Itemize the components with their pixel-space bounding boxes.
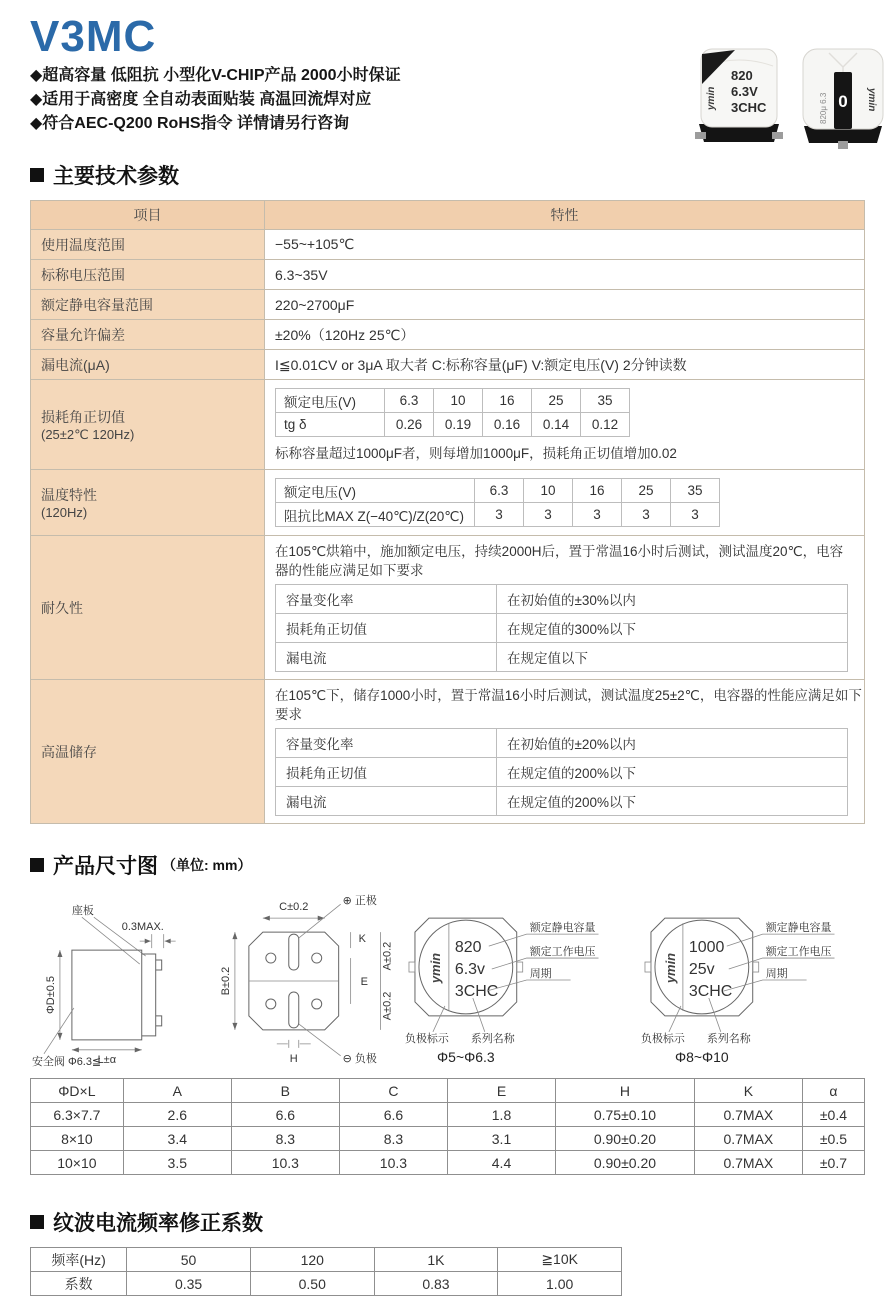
label-rated-capacitance: 额定静电容量 bbox=[529, 922, 596, 935]
mini-cell: 10 bbox=[524, 479, 573, 503]
mini-cell: 0.14 bbox=[532, 413, 581, 437]
req-value: 在初始值的±20%以内 bbox=[497, 729, 848, 758]
endurance-requirements bbox=[275, 584, 848, 672]
section-title: 产品尺寸图 bbox=[53, 855, 158, 878]
marking-voltage: 6.3V bbox=[731, 84, 758, 99]
dim-header: H bbox=[556, 1079, 695, 1103]
ripple-cell: 0.50 bbox=[250, 1272, 374, 1296]
endurance-conditions: 在105℃烘箱中，施加额定电压，持续2000H后，置于常温16小时后测试，测试温度20℃，电容器的性能应满足如下要求 bbox=[275, 544, 844, 578]
section-square-icon bbox=[30, 168, 44, 182]
spec-table-header bbox=[31, 201, 865, 230]
requirement-row bbox=[276, 729, 848, 758]
case-size-caption: Φ8~Φ10 bbox=[674, 1048, 729, 1065]
req-item: 容量变化率 bbox=[276, 729, 497, 758]
dim-cell: 0.7MAX bbox=[694, 1127, 802, 1151]
dim-cell: 3.1 bbox=[447, 1127, 555, 1151]
top-dim-label: 0.3MAX. bbox=[121, 921, 164, 934]
mini-label: 阻抗比MAX Z(−40℃)/Z(20℃) bbox=[276, 503, 475, 527]
mini-cell: 3 bbox=[671, 503, 720, 527]
req-value: 在规定值的200%以下 bbox=[497, 787, 848, 816]
spec-row bbox=[31, 230, 865, 260]
requirement-row bbox=[276, 758, 848, 787]
section-square-icon bbox=[30, 858, 44, 872]
dim-cell: 10.3 bbox=[231, 1151, 339, 1175]
spec-value: 6.3~35V bbox=[265, 260, 865, 290]
marking-side-text: 820μ 6.3 bbox=[819, 92, 828, 124]
tan-delta-value-row bbox=[276, 413, 630, 437]
requirement-row bbox=[276, 787, 848, 816]
capacitor-photo-side bbox=[797, 44, 889, 154]
spec-item: 高温储存 bbox=[31, 680, 265, 824]
mini-label: tg δ bbox=[276, 413, 385, 437]
label-rated-capacitance: 额定静电容量 bbox=[765, 922, 832, 935]
dim-a1-label: A±0.2 bbox=[381, 941, 394, 971]
req-item: 损耗角正切值 bbox=[276, 614, 497, 643]
marking-series: 3CHC bbox=[688, 982, 732, 1000]
dim-cell: 8×10 bbox=[31, 1127, 124, 1151]
spec-row bbox=[31, 290, 865, 320]
dim-cell: 0.90±0.20 bbox=[556, 1127, 695, 1151]
storage-conditions: 在105℃下，储存1000小时，置于常温16小时后测试，测试温度25±2℃，电容器的性能应满足如下要求 bbox=[275, 688, 862, 722]
spec-row-temp-char bbox=[31, 470, 865, 536]
storage-requirements bbox=[275, 728, 848, 816]
ripple-cell: 系数 bbox=[31, 1272, 127, 1296]
mini-cell: 0.19 bbox=[434, 413, 483, 437]
dim-cell: 3.4 bbox=[123, 1127, 231, 1151]
mini-cell: 16 bbox=[573, 479, 622, 503]
marking-voltage: 25v bbox=[688, 961, 715, 979]
label-series-name: 系列名称 bbox=[470, 1032, 515, 1045]
spec-value bbox=[265, 380, 865, 470]
temp-char-voltage-row bbox=[276, 479, 720, 503]
case-size-caption: Φ5~Φ6.3 bbox=[437, 1048, 495, 1065]
ripple-coefficient-row bbox=[31, 1272, 622, 1296]
section-heading-ripple bbox=[30, 1207, 865, 1237]
mini-cell: 3 bbox=[573, 503, 622, 527]
marking-capacitance: 820 bbox=[454, 939, 482, 957]
dim-b-label: B±0.2 bbox=[219, 966, 232, 996]
dim-cell: 6.3×7.7 bbox=[31, 1103, 124, 1127]
label-cycle: 周期 bbox=[529, 968, 552, 981]
spec-value bbox=[265, 536, 865, 680]
dimensions-row bbox=[31, 1103, 865, 1127]
brand-logo: ymin bbox=[662, 952, 678, 984]
spec-item: 标称电压范围 bbox=[31, 260, 265, 290]
dim-a2-label: A±0.2 bbox=[381, 991, 394, 1021]
req-value: 在规定值的200%以下 bbox=[497, 758, 848, 787]
dim-header: C bbox=[339, 1079, 447, 1103]
temp-char-impedance-row bbox=[276, 503, 720, 527]
dim-cell: 0.7MAX bbox=[694, 1151, 802, 1175]
mini-cell: 25 bbox=[622, 479, 671, 503]
section-title: 主要技术参数 bbox=[53, 165, 179, 188]
ripple-cell: 0.83 bbox=[374, 1272, 498, 1296]
dim-cell: 1.8 bbox=[447, 1103, 555, 1127]
spec-row bbox=[31, 350, 865, 380]
mini-cell: 0.26 bbox=[385, 413, 434, 437]
requirement-row bbox=[276, 643, 848, 672]
product-photos bbox=[695, 44, 889, 154]
spec-item bbox=[31, 380, 265, 470]
mini-cell: 25 bbox=[532, 389, 581, 413]
spec-item: 耐久性 bbox=[31, 536, 265, 680]
dimensions-row bbox=[31, 1151, 865, 1175]
label-negative-mark: 负极标示 bbox=[640, 1032, 685, 1045]
req-value: 在规定值的300%以下 bbox=[497, 614, 848, 643]
dim-cell: 10.3 bbox=[339, 1151, 447, 1175]
brand-logo: ymin bbox=[428, 952, 444, 984]
marking-capacitance: 820 bbox=[731, 68, 753, 83]
marking-diagram-large bbox=[635, 890, 870, 1068]
header-item: 项目 bbox=[31, 201, 265, 230]
req-item: 损耗角正切值 bbox=[276, 758, 497, 787]
dim-cell: 2.6 bbox=[123, 1103, 231, 1127]
section-unit-note: （单位: mm） bbox=[162, 857, 252, 873]
dim-cell: 0.90±0.20 bbox=[556, 1151, 695, 1175]
spec-table bbox=[30, 200, 865, 824]
positive-terminal-label: ⊕ 正极 bbox=[342, 895, 377, 908]
req-value: 在初始值的±30%以内 bbox=[497, 585, 848, 614]
marking-series: 3CHC bbox=[731, 100, 767, 115]
dim-cell: 8.3 bbox=[339, 1127, 447, 1151]
spec-item-sublabel: (120Hz) bbox=[41, 505, 88, 520]
marking-series: 3CHC bbox=[454, 982, 499, 1000]
spec-item: 漏电流(μA) bbox=[31, 350, 265, 380]
req-item: 漏电流 bbox=[276, 787, 497, 816]
dim-header: A bbox=[123, 1079, 231, 1103]
temp-char-table bbox=[275, 478, 720, 527]
spec-item-label: 温度特性 bbox=[41, 487, 97, 503]
label-rated-voltage: 额定工作电压 bbox=[529, 946, 596, 959]
dim-cell: 10×10 bbox=[31, 1151, 124, 1175]
tan-delta-note: 标称容量超过1000μF者，则每增加1000μF，损耗角正切值增加0.02 bbox=[275, 446, 677, 461]
mini-cell: 3 bbox=[622, 503, 671, 527]
dim-header: B bbox=[231, 1079, 339, 1103]
req-item: 容量变化率 bbox=[276, 585, 497, 614]
dim-cell: ±0.5 bbox=[802, 1127, 864, 1151]
brand-logo: ymin bbox=[866, 88, 877, 112]
ripple-cell: 0.35 bbox=[127, 1272, 251, 1296]
seat-plate-label: 座板 bbox=[71, 905, 94, 918]
dim-cell: 0.75±0.10 bbox=[556, 1103, 695, 1127]
mini-cell: 6.3 bbox=[385, 389, 434, 413]
length-dim-label: L±α bbox=[97, 1053, 117, 1066]
section-heading-specs bbox=[30, 160, 865, 190]
mini-cell: 6.3 bbox=[475, 479, 524, 503]
dim-header: E bbox=[447, 1079, 555, 1103]
dim-header: ΦD×L bbox=[31, 1079, 124, 1103]
requirement-row bbox=[276, 614, 848, 643]
mini-label: 额定电压(V) bbox=[276, 389, 385, 413]
spec-value bbox=[265, 680, 865, 824]
dimensions-row bbox=[31, 1127, 865, 1151]
dim-cell: 3.5 bbox=[123, 1151, 231, 1175]
spec-row bbox=[31, 320, 865, 350]
mini-cell: 3 bbox=[475, 503, 524, 527]
marking-diagram-small bbox=[399, 890, 634, 1068]
dim-cell: 6.6 bbox=[231, 1103, 339, 1127]
dim-cell: 4.4 bbox=[447, 1151, 555, 1175]
dimensions-table bbox=[30, 1078, 865, 1175]
mini-cell: 3 bbox=[524, 503, 573, 527]
marking-zero: 0 bbox=[838, 92, 848, 111]
spec-row bbox=[31, 260, 865, 290]
tan-delta-table bbox=[275, 388, 630, 437]
section-title: 纹波电流频率修正系数 bbox=[53, 1212, 263, 1235]
dim-h-label: H bbox=[289, 1052, 298, 1065]
spec-value: I≦0.01CV or 3μA 取大者 C:标称容量(μF) V:额定电压(V) 2分钟读数 bbox=[265, 350, 865, 380]
spec-value: 220~2700μF bbox=[265, 290, 865, 320]
dim-header: α bbox=[802, 1079, 864, 1103]
marking-voltage: 6.3v bbox=[454, 961, 486, 979]
diameter-dim-label: ΦD±0.5 bbox=[44, 975, 57, 1014]
spec-item bbox=[31, 470, 265, 536]
mini-label: 额定电压(V) bbox=[276, 479, 475, 503]
side-view-drawing bbox=[30, 890, 195, 1068]
requirement-row bbox=[276, 585, 848, 614]
mini-cell: 0.16 bbox=[483, 413, 532, 437]
ripple-cell: 1K bbox=[374, 1248, 498, 1272]
safety-vent-label: 安全阀 Φ6.3≦ bbox=[31, 1055, 102, 1068]
req-value: 在规定值以下 bbox=[497, 643, 848, 672]
dim-k-label: K bbox=[358, 933, 366, 946]
ripple-table bbox=[30, 1247, 622, 1296]
req-item: 漏电流 bbox=[276, 643, 497, 672]
label-rated-voltage: 额定工作电压 bbox=[765, 946, 832, 959]
mini-cell: 0.12 bbox=[581, 413, 630, 437]
label-cycle: 周期 bbox=[765, 968, 788, 981]
spec-item: 容量允许偏差 bbox=[31, 320, 265, 350]
dim-cell: 6.6 bbox=[339, 1103, 447, 1127]
ripple-cell: 120 bbox=[250, 1248, 374, 1272]
ripple-cell: ≧10K bbox=[498, 1248, 622, 1272]
dimensions-header-row bbox=[31, 1079, 865, 1103]
product-series-title: V3MC bbox=[30, 12, 157, 61]
spec-row-endurance bbox=[31, 536, 865, 680]
spec-row-storage bbox=[31, 680, 865, 824]
mini-cell: 16 bbox=[483, 389, 532, 413]
mini-cell: 10 bbox=[434, 389, 483, 413]
ripple-cell: 50 bbox=[127, 1248, 251, 1272]
dimension-diagrams bbox=[30, 890, 870, 1068]
spec-item-sublabel: (25±2℃ 120Hz) bbox=[41, 426, 135, 442]
dim-e-label: E bbox=[360, 975, 368, 988]
ripple-cell: 1.00 bbox=[498, 1272, 622, 1296]
spec-value: ±20%（120Hz 25℃） bbox=[265, 320, 865, 350]
dim-header: K bbox=[694, 1079, 802, 1103]
spec-item-label: 损耗角正切值 bbox=[41, 408, 125, 425]
label-negative-mark: 负极标示 bbox=[405, 1032, 449, 1045]
section-heading-dimensions bbox=[30, 850, 865, 880]
pad-view-drawing bbox=[195, 890, 400, 1068]
spec-value: −55~+105℃ bbox=[265, 230, 865, 260]
header-characteristic: 特性 bbox=[265, 201, 865, 230]
dim-cell: ±0.4 bbox=[802, 1103, 864, 1127]
feature-bullet: ◆适用于高密度 全自动表面贴装 高温回流焊对应 bbox=[30, 91, 372, 108]
capacitor-photo-front bbox=[695, 44, 783, 154]
mini-cell: 35 bbox=[671, 479, 720, 503]
dim-cell: ±0.7 bbox=[802, 1151, 864, 1175]
section-square-icon bbox=[30, 1215, 44, 1229]
dim-cell: 0.7MAX bbox=[694, 1103, 802, 1127]
spec-item: 使用温度范围 bbox=[31, 230, 265, 260]
spec-row-tan-delta bbox=[31, 380, 865, 470]
mini-cell: 35 bbox=[581, 389, 630, 413]
feature-bullet: ◆超高容量 低阻抗 小型化V-CHIP产品 2000小时保证 bbox=[30, 67, 401, 84]
negative-terminal-label: ⊖ 负极 bbox=[342, 1052, 377, 1065]
tan-delta-voltage-row bbox=[276, 389, 630, 413]
dim-cell: 8.3 bbox=[231, 1127, 339, 1151]
ripple-cell: 频率(Hz) bbox=[31, 1248, 127, 1272]
feature-bullet: ◆符合AEC-Q200 RoHS指令 详情请另行咨询 bbox=[30, 115, 350, 132]
dim-c-label: C±0.2 bbox=[278, 901, 308, 914]
label-series-name: 系列名称 bbox=[706, 1032, 751, 1045]
ripple-frequency-row bbox=[31, 1248, 622, 1272]
brand-logo: ymin bbox=[706, 86, 717, 110]
spec-value bbox=[265, 470, 865, 536]
spec-item: 额定静电容量范围 bbox=[31, 290, 265, 320]
marking-capacitance: 1000 bbox=[688, 939, 724, 957]
